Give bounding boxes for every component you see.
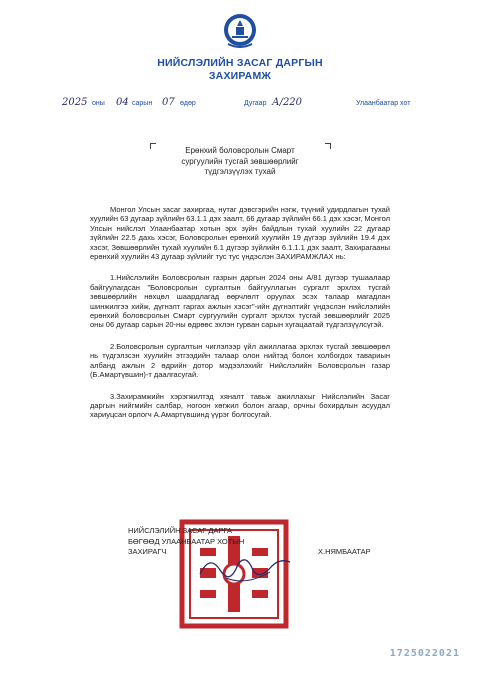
title-line2: сургуулийн тусгай зөвшөөрлийг — [181, 156, 299, 166]
city-label: Улаанбаатар хот — [356, 100, 411, 107]
org-title-line2: ЗАХИРАМЖ — [208, 70, 272, 82]
document-title — [150, 146, 330, 178]
date-year-suffix: оны — [92, 100, 105, 107]
document-number: А/220 — [272, 97, 303, 108]
number-label: Дугаар — [244, 100, 267, 107]
signatory-line3: ЗАХИРАГЧ — [128, 547, 167, 556]
handwritten-signature — [196, 548, 296, 588]
date-month-suffix: сарын — [132, 100, 153, 107]
date-day-suffix: өдөр — [180, 100, 196, 107]
body-paragraph-2: 1.Нийслэлийн Боловсролын газрын даргын 2024 оны А/81 дүгээр тушаалаар байгуулагдсан "Боловсролын сургалтын байгууллагын сургалт эрхлэх тусгай зөвшөөрлийн нөхцөл шаардлагад өөрчлөлт оруулах эсэх талаар магадлан шинжилгээ хийж, дүгнэлт гаргах ажлын хэсэг"-ийн дүгнэлтийг үндэслэн нийслэлийн ерөнхий боловсролын Смарт сургуулийн сургалт эрхлэх тусгай зөвшөөрлийг 2025 оны 06 дугаар сарын 20-ны өдрөөс эхлэн гурван сарын хугацаатай түдгэлзүүлсүгэй. — [90, 273, 390, 330]
document-id: 1725022021 — [389, 648, 460, 659]
org-title-line1: НИЙСЛЭЛИЙН ЗАСАГ ДАРГЫН — [157, 57, 323, 69]
body-paragraph-3: 2.Боловсролын сургалтын чиглэлээр үйл ажиллагаа эрхлэх тусгай зөвшөөрөл нь түдгэлзсэн хуулийн этгээдийн талаар олон нийтэд болон холбогдох тавариын албанд ажлын 2 өдрийн дотор мэдээлэхийг Нийслэлийн Боловсролын газар (Б.Амартүвшин)-т даалгасугай. — [90, 341, 390, 380]
date-month: 04 — [116, 97, 129, 108]
state-emblem-icon — [222, 12, 258, 50]
date-day: 07 — [162, 97, 175, 108]
document-body — [90, 205, 390, 432]
title-line3: түдгэлзүүлэх тухай — [204, 167, 276, 176]
title-line1: Ерөнхий боловсролын Смарт — [185, 146, 295, 155]
date-year: 2025 — [62, 97, 88, 108]
signatory-name: Х.НЯМБААТАР — [318, 547, 371, 556]
body-paragraph-1: Монгол Улсын засаг захиргаа, нутаг дэвсгэрийн нэгж, түүний удирдлагын тухай хуулийн 63 дугаар зүйлийн 63.1.1 дэх заалт, 66 дугаар зүйлийн 66.1 дэх хэсэг, Монгол Улсын нийслэл Улаанбаатар хотын эрх зүйн байдлын тухай хуулийн 22 дугаар зүйлийн 22.5 дахь хэсэг, Боловсролын ерөнхий хуулийн 19 дүгээр зүйлийн 19.4 дэх хэсэг, Зөвшөөрлийн тухай хуулийн 6.1 дүгээр зүйлийн 6.1.1.1 дэх заалт, Захирагааны ерөнхий хуулийн 43 дугаар зүйлийг тус тус үндэслэн ЗАХИРАМЖЛАХ нь: — [90, 205, 390, 262]
signatory-line2: БӨГӨӨД УЛААНБААТАР ХОТЫН — [128, 536, 245, 546]
body-paragraph-4: 3.Захирамжийн хэрэгжилтэд хяналт тавьж ажиллахыг Нийслэлийн Засаг даргын нийгмийн салбар, ногоон хөгжил болон агаар, орчны бохирдлын асуудал хариуцсан орлогч А.Амартүвшинд үүрэг болгосугай. — [90, 391, 390, 420]
signatory-line1: НИЙСЛЭЛИЙН ЗАСАГ ДАРГА — [128, 526, 233, 535]
